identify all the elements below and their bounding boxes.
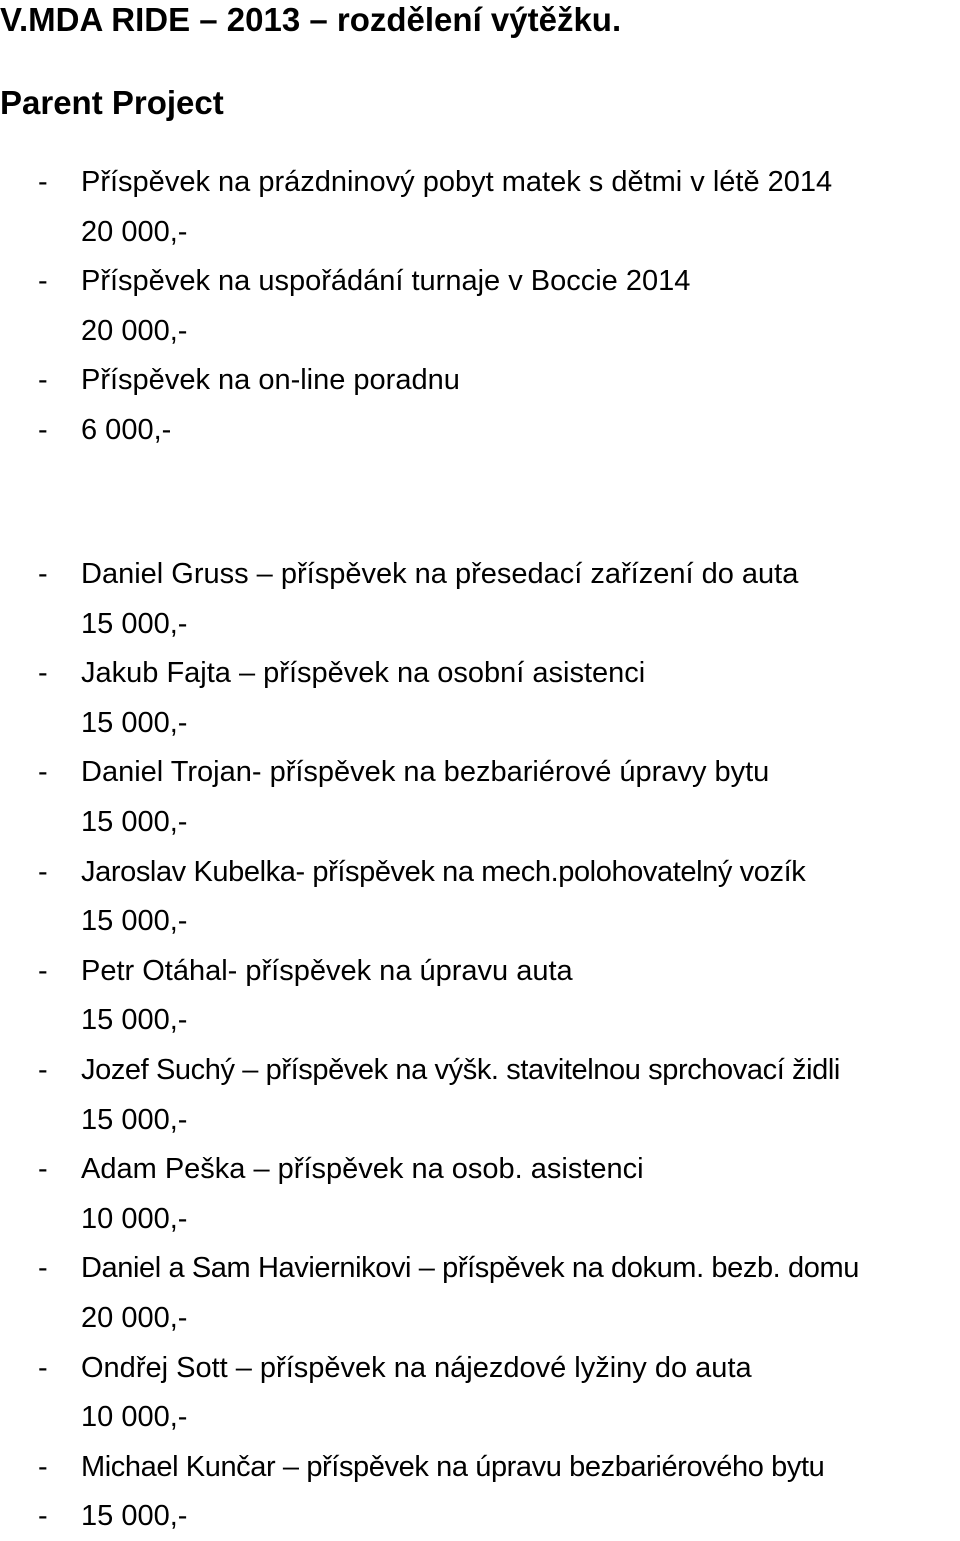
- list-item-text: Daniel a Sam Haviernikovi – příspěvek na dokum. bezb. domu: [81, 1252, 859, 1284]
- list-item-amount: 20 000,-: [81, 216, 188, 248]
- list-item-text: Adam Peška – příspěvek na osob. asistenci: [81, 1153, 644, 1185]
- list-item-amount: 15 000,-: [81, 1004, 188, 1036]
- list-item: [0, 549, 960, 599]
- list-item: [0, 1442, 960, 1492]
- list-bullet: -: [38, 856, 48, 888]
- list-item: [0, 1343, 960, 1393]
- list-item-amount-row: [0, 896, 960, 946]
- list-item: [0, 1243, 960, 1293]
- list-item: [0, 157, 960, 207]
- list-bullet: -: [38, 1352, 48, 1384]
- list-bullet: -: [38, 1500, 48, 1532]
- list-item: [0, 405, 960, 455]
- list-item-amount-row: [0, 1095, 960, 1145]
- list-item-amount-row: [0, 306, 960, 356]
- list-item: [0, 1045, 960, 1095]
- list-item-amount-row: [0, 995, 960, 1045]
- list-bullet: -: [38, 414, 48, 446]
- list-item: [0, 355, 960, 405]
- list-bullet: -: [38, 657, 48, 689]
- list-bullet: -: [38, 1451, 48, 1483]
- list-item: [0, 847, 960, 897]
- list-item-amount: 6 000,-: [81, 414, 172, 446]
- list-item-text: Jakub Fajta – příspěvek na osobní asistenci: [81, 657, 646, 689]
- list-item-text: Daniel Gruss – příspěvek na přesedací zařízení do auta: [81, 558, 799, 590]
- list-item-text: Příspěvek na on-line poradnu: [81, 364, 460, 396]
- list-item-amount: 20 000,-: [81, 315, 188, 347]
- list-item-text: Michael Kunčar – příspěvek na úpravu bezbariérového bytu: [81, 1451, 825, 1483]
- list-item-text: Příspěvek na uspořádání turnaje v Boccie 2014: [81, 265, 691, 297]
- list-bullet: -: [38, 364, 48, 396]
- list-item-amount: 15 000,-: [81, 1104, 188, 1136]
- list-item-text: Petr Otáhal- příspěvek na úpravu auta: [81, 955, 573, 987]
- list-item-amount: 15 000,-: [81, 608, 188, 640]
- list-item-text: Daniel Trojan- příspěvek na bezbariérové úpravy bytu: [81, 756, 770, 788]
- list-item-amount-row: [0, 1293, 960, 1343]
- list-item-amount-row: [0, 698, 960, 748]
- list-item: [0, 747, 960, 797]
- list-item-amount: 20 000,-: [81, 1302, 188, 1334]
- list-item: [0, 256, 960, 306]
- list-bullet: -: [38, 756, 48, 788]
- list-item-amount-row: [0, 797, 960, 847]
- list-bullet: -: [38, 558, 48, 590]
- list-bullet: -: [38, 1252, 48, 1284]
- list-item: [0, 1144, 960, 1194]
- list-bullet: -: [38, 265, 48, 297]
- list-item-amount: 15 000,-: [81, 707, 188, 739]
- list-item-text: Jaroslav Kubelka- příspěvek na mech.polohovatelný vozík: [81, 856, 806, 888]
- list-item-amount-row: [0, 599, 960, 649]
- list-item: [0, 1491, 960, 1541]
- list-item-amount: 15 000,-: [81, 806, 188, 838]
- list-bullet: -: [38, 955, 48, 987]
- list-item: [0, 946, 960, 996]
- list-item-text: Příspěvek na prázdninový pobyt matek s dětmi v létě 2014: [81, 166, 833, 198]
- list-item-amount: 15 000,-: [81, 1500, 188, 1532]
- list-item-amount: 10 000,-: [81, 1203, 188, 1235]
- list-item-amount-row: [0, 1194, 960, 1244]
- list-item-amount: 15 000,-: [81, 905, 188, 937]
- list-item-amount-row: [0, 207, 960, 257]
- list-item-text: Jozef Suchý – příspěvek na výšk. stavitelnou sprchovací židli: [81, 1054, 840, 1086]
- list-item-text: Ondřej Sott – příspěvek na nájezdové lyžiny do auta: [81, 1352, 752, 1384]
- list-bullet: -: [38, 1153, 48, 1185]
- list-item: [0, 648, 960, 698]
- list-item-amount: 10 000,-: [81, 1401, 188, 1433]
- list-item-amount-row: [0, 1392, 960, 1442]
- list-bullet: -: [38, 166, 48, 198]
- list-bullet: -: [38, 1054, 48, 1086]
- page-title: V.MDA RIDE – 2013 – rozdělení výtěžku.: [0, 1, 622, 38]
- section-title: Parent Project: [0, 84, 224, 121]
